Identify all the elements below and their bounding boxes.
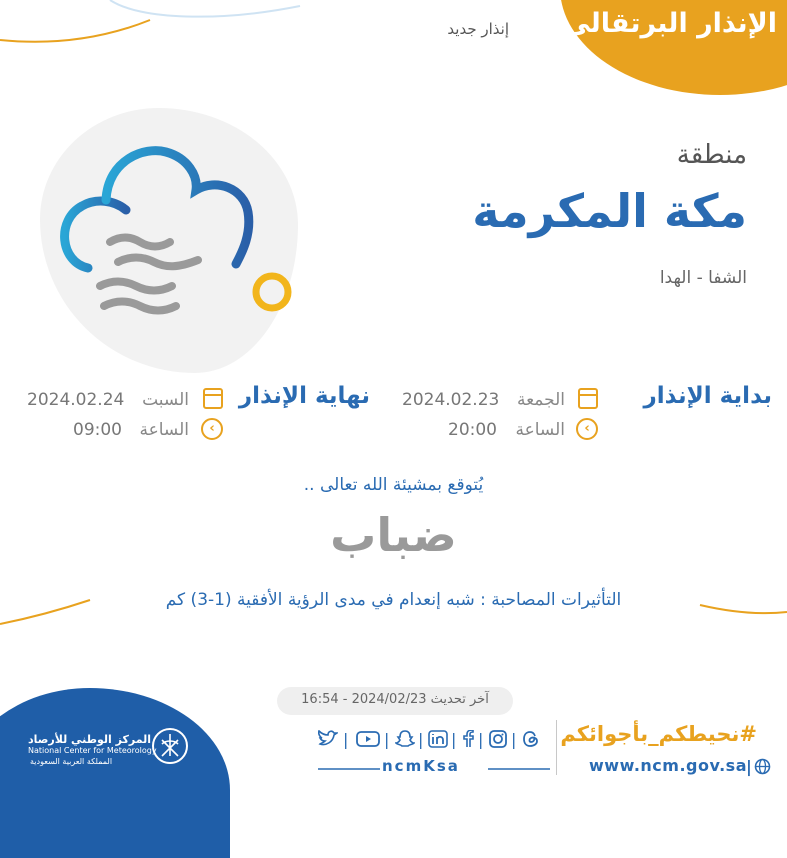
last-update: آخر تحديث 2024/02/23 - 16:54	[301, 692, 489, 707]
start-label: بداية الإنذار	[643, 383, 772, 409]
separator: |	[746, 757, 752, 776]
calendar-icon	[203, 388, 223, 409]
x-icon[interactable]	[318, 730, 338, 752]
region-name: مكة المكرمة	[472, 184, 747, 238]
social-handle[interactable]: ncmKsa	[382, 757, 460, 775]
clock-icon: ‹	[576, 418, 598, 440]
org-name-ar: المركز الوطني للأرصاد	[28, 733, 152, 746]
separator: |	[418, 730, 424, 749]
linkedin-icon[interactable]	[428, 730, 448, 752]
start-time: 20:00	[448, 420, 497, 440]
threads-icon[interactable]	[521, 730, 541, 752]
org-country: المملكة العربية السعودية	[30, 757, 113, 766]
start-date: 2024.02.23	[402, 390, 500, 410]
banner-title: الإنذار البرتقالي	[563, 8, 777, 39]
org-name-en: National Center for Meteorology	[28, 746, 157, 755]
start-day: الجمعة	[516, 390, 565, 410]
end-label: نهاية الإنذار	[238, 383, 370, 409]
instagram-icon[interactable]	[488, 730, 508, 752]
youtube-icon[interactable]	[356, 730, 380, 752]
end-day: السبت	[142, 390, 189, 410]
clock-icon: ‹	[201, 418, 223, 440]
end-date: 2024.02.24	[27, 390, 125, 410]
fog-cloud-icon	[48, 140, 298, 320]
hashtag: #نحيطكم_بأجوائكم	[560, 722, 757, 746]
end-time-label: الساعة	[139, 420, 189, 440]
new-warning-label: إنذار جديد	[447, 20, 509, 38]
website-link[interactable]: www.ncm.gov.sa	[589, 756, 747, 775]
subregions: الشفا - الهدا	[659, 268, 747, 288]
forecast-intro: يُتوقع بمشيئة الله تعالى ..	[303, 475, 484, 495]
start-time-label: الساعة	[515, 420, 565, 440]
separator: |	[478, 730, 484, 749]
effects-text: التأثيرات المصاحبة : شبه إنعدام في مدى الرؤية الأفقية (1-3) كم	[165, 590, 622, 610]
phenomenon: ضباب	[330, 508, 457, 562]
separator: |	[451, 730, 457, 749]
snapchat-icon[interactable]	[395, 730, 415, 752]
globe-icon	[754, 758, 771, 775]
separator: |	[343, 730, 349, 749]
region-label: منطقة	[676, 140, 747, 170]
separator: |	[384, 730, 390, 749]
calendar-icon	[578, 388, 598, 409]
footer-divider	[556, 720, 557, 775]
separator: |	[511, 730, 517, 749]
end-time: 09:00	[73, 420, 122, 440]
facebook-icon[interactable]	[461, 730, 475, 752]
